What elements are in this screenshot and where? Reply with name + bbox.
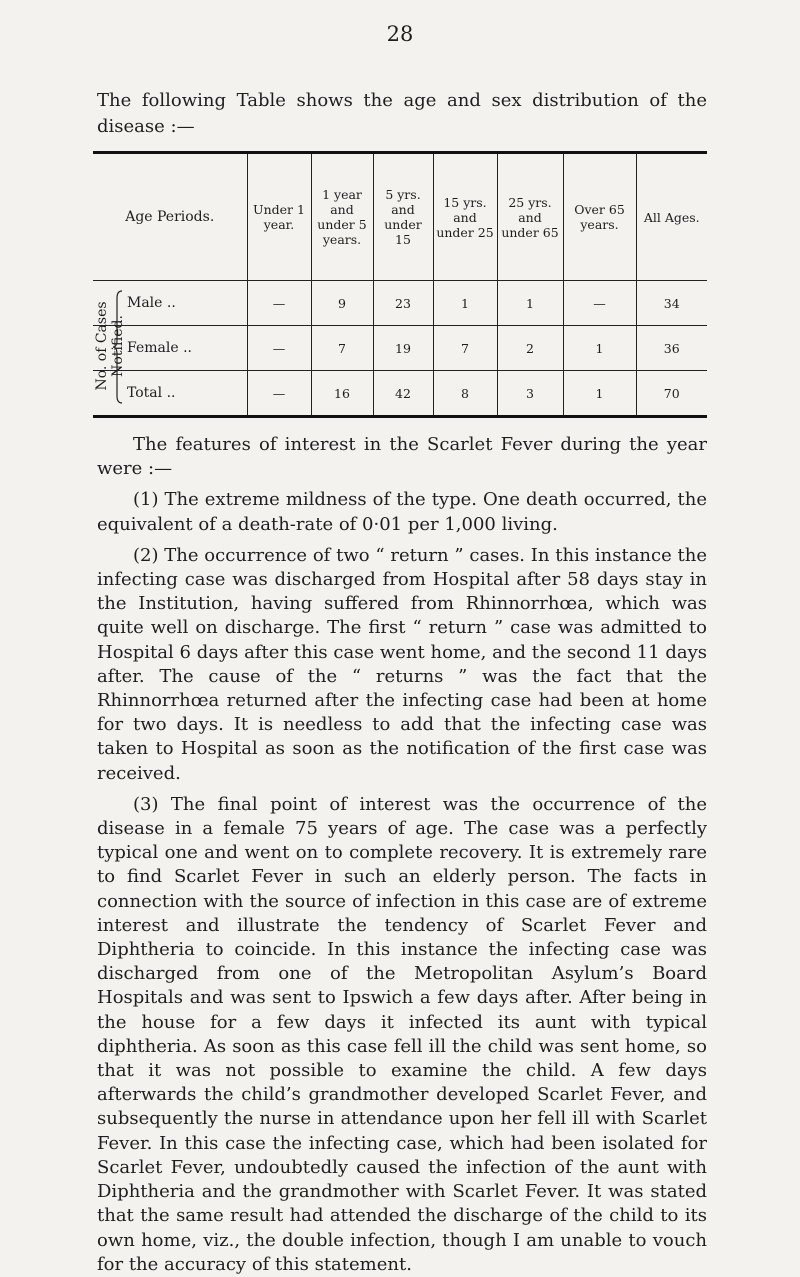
table-cell: 1 — [433, 281, 497, 326]
side-label-line: Notified. — [110, 315, 126, 377]
point-1: (1) The extreme mildness of the type. One death occurred, the equivalent of a death-rate of 0·01 per 1,000 living. — [97, 489, 707, 535]
age-periods-header: Age Periods. — [93, 154, 247, 281]
table-cell: 3 — [497, 371, 563, 416]
side-label-line: No. of Cases — [94, 301, 110, 391]
age-sex-distribution-table — [93, 151, 707, 418]
point-3: (3) The final point of interest was the occurrence of the disease in a female 75 years of age. The case was a perfectly typical one and went on to complete recovery. It is extremely rare to find Scarlet Fever in such an elderly person. The facts in connection with the source of infection in this case are of extreme interest and illustrate the tendency of Scarlet Fever and Diphtheria to coincide. In this instance the infecting case was discharged from one of the Metropolitan Asylum’s Board Hospitals and was sent to Ipswich a few days after. After being in the house for a few days it infected its aunt with typical diphtheria. As soon as this case fell ill the child was sent home, so that it was not possible to examine the child. A few days afterwards the child’s grandmother developed Scarlet Fever, and subsequently the nurse in attendance upon her fell ill with Scarlet Fever. In this case the infecting case, which had been isolated for Scarlet Fever, undoubtedly caused the infection of the aunt with Diphtheria and the grandmother with Scarlet Fever. It was stated that the same result had attended the discharge of the child to its own home, viz., the double infection, though I am unable to vouch for the accuracy of this statement. — [97, 793, 707, 1275]
table-cell: 7 — [433, 326, 497, 371]
table-cell: 1 — [497, 281, 563, 326]
table-cell: 42 — [373, 371, 433, 416]
table-cell: 7 — [311, 326, 373, 371]
column-header: 25 yrs. and under 65 — [497, 154, 563, 281]
intro-text: The following Table shows the age and sex distribution of the disease :— — [97, 90, 707, 137]
table-cell: — — [247, 326, 311, 371]
table-cell: — — [563, 281, 636, 326]
page-number: 28 — [386, 22, 414, 46]
table-cell: 70 — [636, 371, 707, 416]
column-header: Over 65 years. — [563, 154, 636, 281]
body-text — [97, 433, 707, 1277]
table-row — [93, 281, 707, 326]
table-header-row — [93, 154, 707, 281]
column-header: Under 1 year. — [247, 154, 311, 281]
column-header: All Ages. — [636, 154, 707, 281]
table-row — [93, 371, 707, 416]
table-cell: 36 — [636, 326, 707, 371]
table-cell: 8 — [433, 371, 497, 416]
brace-icon — [113, 290, 123, 404]
table-cell: — — [247, 281, 311, 326]
features-intro: The features of interest in the Scarlet Fever during the year were :— — [97, 434, 707, 480]
column-header: 5 yrs. and under 15 — [373, 154, 433, 281]
table-cell: 1 — [563, 326, 636, 371]
table-cell: 16 — [311, 371, 373, 416]
column-header: 1 year and under 5 years. — [311, 154, 373, 281]
row-label: Total .. — [127, 385, 176, 401]
table-cell: 1 — [563, 371, 636, 416]
table-cell: 34 — [636, 281, 707, 326]
table-cell: — — [247, 371, 311, 416]
table-cell: 9 — [311, 281, 373, 326]
column-header: 15 yrs. and under 25 — [433, 154, 497, 281]
row-label: Female .. — [93, 326, 247, 371]
table-cell: 19 — [373, 326, 433, 371]
table-cell: 23 — [373, 281, 433, 326]
row-label: Male .. — [93, 281, 247, 326]
table-row — [93, 326, 707, 371]
point-2: (2) The occurrence of two “ return ” cases. In this instance the infecting case was discharged from Hospital after 58 days stay in the Institution, having suffered from Rhinnorrhœa, which was quite well on discharge. The first “ return ” case was admitted to Hospital 6 days after this case went home, and the second 11 days after. The cause of the “ returns ” was the fact that the Rhinnorrhœa returned after the infecting case had been at home for two days. It is needless to add that the infecting case was taken to Hospital as soon as the notification of the first case was received. — [97, 544, 707, 784]
table-cell: 2 — [497, 326, 563, 371]
